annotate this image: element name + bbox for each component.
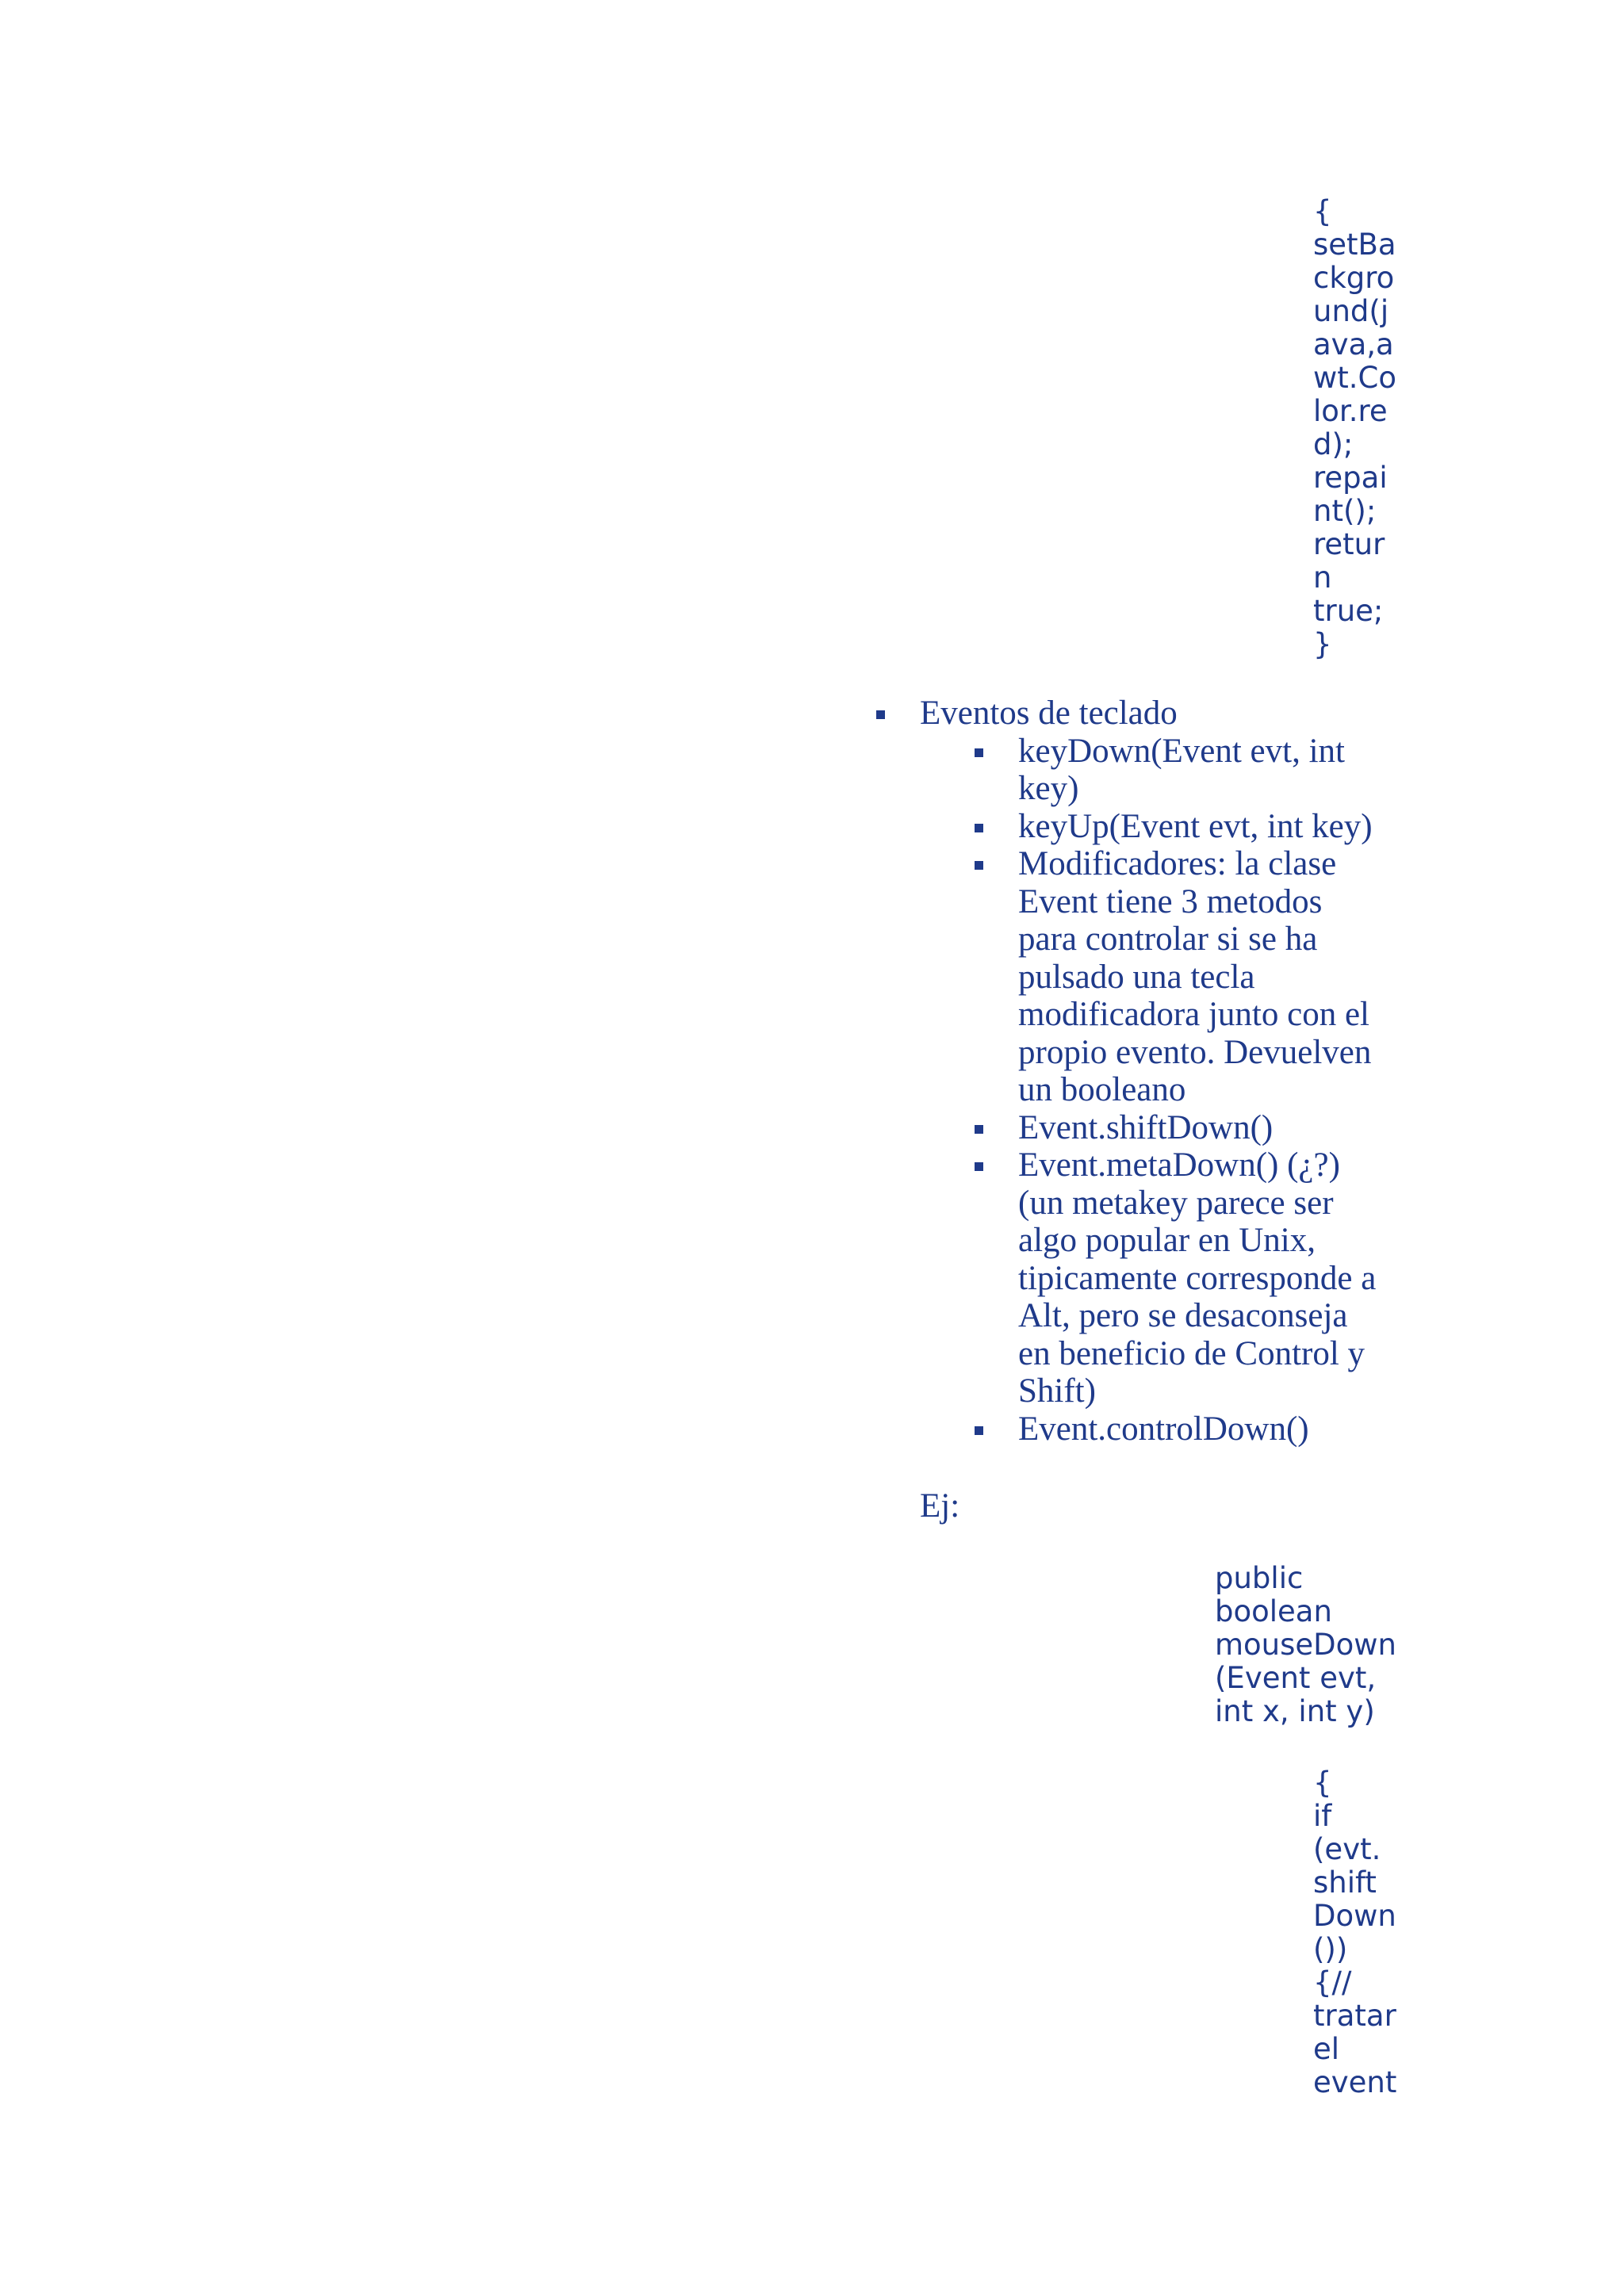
code-line: {// [1313,1965,1352,1999]
code-block-mouse-down-signature [1215,1562,1396,1728]
code-line: el [1313,2032,1340,2066]
code-line: } [1313,627,1332,661]
code-line: mouseDown [1215,1628,1397,1662]
code-line: ava,a [1313,327,1394,362]
list-item-text: Event.controlDown() [1018,1410,1309,1448]
square-bullet-icon [975,861,983,870]
keyboard-events-list [920,695,1396,1448]
code-line: if [1313,1799,1332,1833]
list-item-keyboard-events [920,695,1396,733]
example-label: Ej: [920,1487,960,1525]
code-block-shift-check [1313,1766,1396,2099]
list-item [1018,845,1383,1109]
code-line: { [1313,194,1332,228]
code-line: int x, int y) [1215,1694,1375,1728]
list-item-text: Modificadores: la clase Event tiene 3 metodos para controlar si se ha pulsado una tecla modificadora junto con el propio evento. Devuelven un booleano [1018,845,1372,1108]
code-line: true; [1313,594,1384,628]
code-line: Down [1313,1899,1396,1933]
code-line: event [1313,2065,1397,2099]
code-line: ckgro [1313,261,1395,295]
list-item-title: Eventos de teclado [920,695,1178,732]
list-item-text: keyDown(Event evt, int key) [1018,732,1345,807]
square-bullet-icon [975,1426,983,1435]
code-line: n [1313,561,1332,595]
code-line: shift [1313,1866,1377,1900]
code-line: d); [1313,427,1354,461]
list-item-text: Event.metaDown() (¿?) (un metakey parece ser algo popular en Unix, tipicamente corresponde a Alt, pero se desaconseja en beneficio de Control y Shift) [1018,1146,1377,1410]
code-line: setBa [1313,228,1396,262]
code-line: tratar [1313,1999,1396,2033]
square-bullet-icon [975,748,983,757]
square-bullet-icon [975,1162,983,1171]
code-line: lor.re [1313,394,1388,428]
list-item-text: keyUp(Event evt, int key) [1018,807,1373,845]
list-item [1018,1410,1383,1448]
square-bullet-icon [876,710,885,719]
code-line: (evt. [1313,1832,1381,1866]
list-item [1018,1109,1383,1147]
list-item [1018,808,1383,846]
code-line: boolean [1215,1594,1332,1628]
list-item-text: Event.shiftDown() [1018,1108,1274,1146]
code-line: public [1215,1561,1304,1595]
code-line: und(j [1313,294,1389,328]
list-item [1018,733,1383,808]
code-line: retur [1313,527,1385,561]
code-line: wt.Co [1313,361,1397,395]
list-item [1018,1146,1383,1410]
code-line: repai [1313,461,1388,495]
code-block-set-background [1313,195,1396,661]
square-bullet-icon [975,1125,983,1134]
code-line: { [1313,1766,1332,1800]
square-bullet-icon [975,824,983,832]
code-line: (Event evt, [1215,1661,1377,1695]
code-line: ()) [1313,1932,1348,1966]
code-line: nt(); [1313,494,1377,528]
